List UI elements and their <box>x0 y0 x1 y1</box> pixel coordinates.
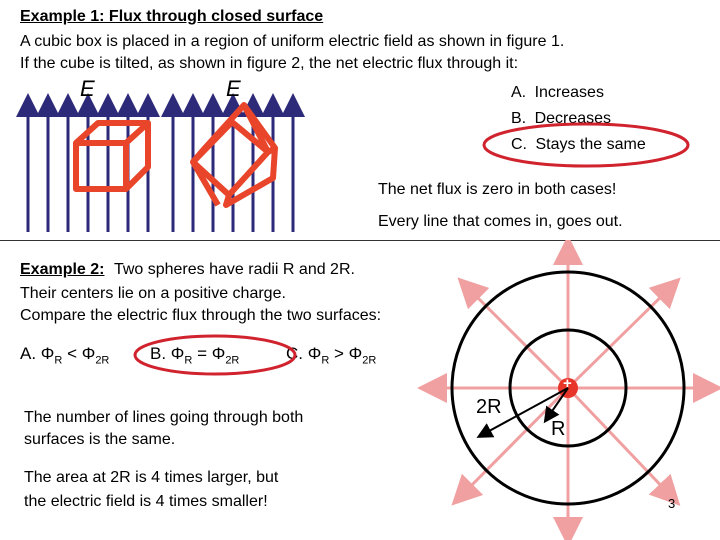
option-c[interactable]: C. Stays the same <box>511 136 646 153</box>
page-number: 3 <box>668 496 676 511</box>
choice-c[interactable]: C. $\Phi_R > \Phi_{2R}$ <box>286 344 377 367</box>
option-a[interactable]: A. Increases <box>511 84 604 101</box>
field-label-e-1: E <box>80 76 95 101</box>
explain2-a: The area at 2R is 4 times larger, but <box>24 469 279 486</box>
answer-highlight-ellipse <box>480 120 692 170</box>
choice-b-highlight-ellipse <box>130 332 300 378</box>
choice-b[interactable]: B. $\Phi_R = \Phi_{2R}$ <box>150 344 240 367</box>
choice-a[interactable]: A. $\Phi_R < \Phi_{2R}$ <box>20 344 110 367</box>
example2-line3: Compare the electric flux through the two surfaces: <box>20 307 382 324</box>
label-2r: 2R <box>476 396 502 418</box>
answer-line-1: The net flux is zero in both cases! <box>378 181 617 198</box>
example2-line1: Example 2: Two spheres have radii R and 2R. <box>20 261 355 278</box>
explain1-a: The number of lines going through both <box>24 409 304 426</box>
charge-sign: + <box>563 375 572 392</box>
label-r: R <box>551 418 566 440</box>
spheres-diagram <box>380 240 720 540</box>
field-label-e-2: E <box>226 76 241 101</box>
example1-line1: A cubic box is placed in a region of uniform electric field as shown in figure 1. <box>20 33 565 50</box>
option-b[interactable]: B. Decreases <box>511 110 612 127</box>
example1-line2: If the cube is tilted, as shown in figure 2, the net electric flux through it: <box>20 55 519 72</box>
explain1-b: surfaces is the same. <box>24 431 176 448</box>
answer-line-2: Every line that comes in, goes out. <box>378 213 623 230</box>
example1-title: Example 1: Flux through closed surface <box>20 8 324 25</box>
radius-r-arrow <box>546 388 568 420</box>
explain2-b: the electric field is 4 times smaller! <box>24 493 268 510</box>
example2-line2: Their centers lie on a positive charge. <box>20 285 286 302</box>
example2-title: Example 2: <box>20 261 105 278</box>
